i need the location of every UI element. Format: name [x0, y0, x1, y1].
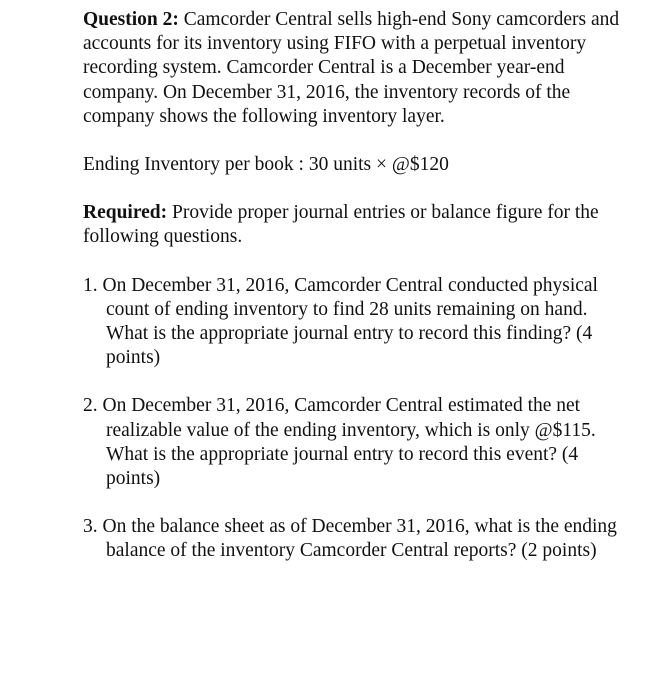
item-number: 3. [83, 516, 98, 538]
question-intro-text: Camcorder Central sells high-end Sony camcorders and accounts for its inventory using FIFO with a perpetual inventory recording system. Camcorder Central is a December year-end company. On December 31, 2016, the inventory records of the company shows the following inventory layer. [83, 9, 620, 127]
question-heading: Question 2: [83, 9, 179, 30]
document [83, 8, 623, 564]
question-intro [83, 8, 623, 129]
item-number: 1. [83, 274, 98, 296]
item-text: On the balance sheet as of December 31, 2016, what is the ending balance of the inventory Camcorder Central reports? (2 points) [102, 516, 617, 562]
ending-inventory: Ending Inventory per book : 30 units × @$120 [83, 154, 449, 176]
required-section [83, 201, 623, 249]
required-text: Provide proper journal entries or balance figure for the following questions. [83, 202, 599, 248]
item-text: On December 31, 2016, Camcorder Central conducted physical count of ending inventory to find 28 units remaining on hand. What is the appropriate journal entry to record this finding? (4 points) [102, 274, 598, 369]
question-list [83, 274, 623, 564]
list-item [83, 394, 623, 491]
required-label: Required: [83, 202, 168, 224]
item-text: On December 31, 2016, Camcorder Central estimated the net realizable value of the ending inventory, which is only @$115. What is the appropriate journal entry to record this event? (4 points) [102, 395, 596, 490]
list-item [83, 274, 623, 371]
item-number: 2. [83, 395, 98, 417]
list-item [83, 515, 623, 563]
